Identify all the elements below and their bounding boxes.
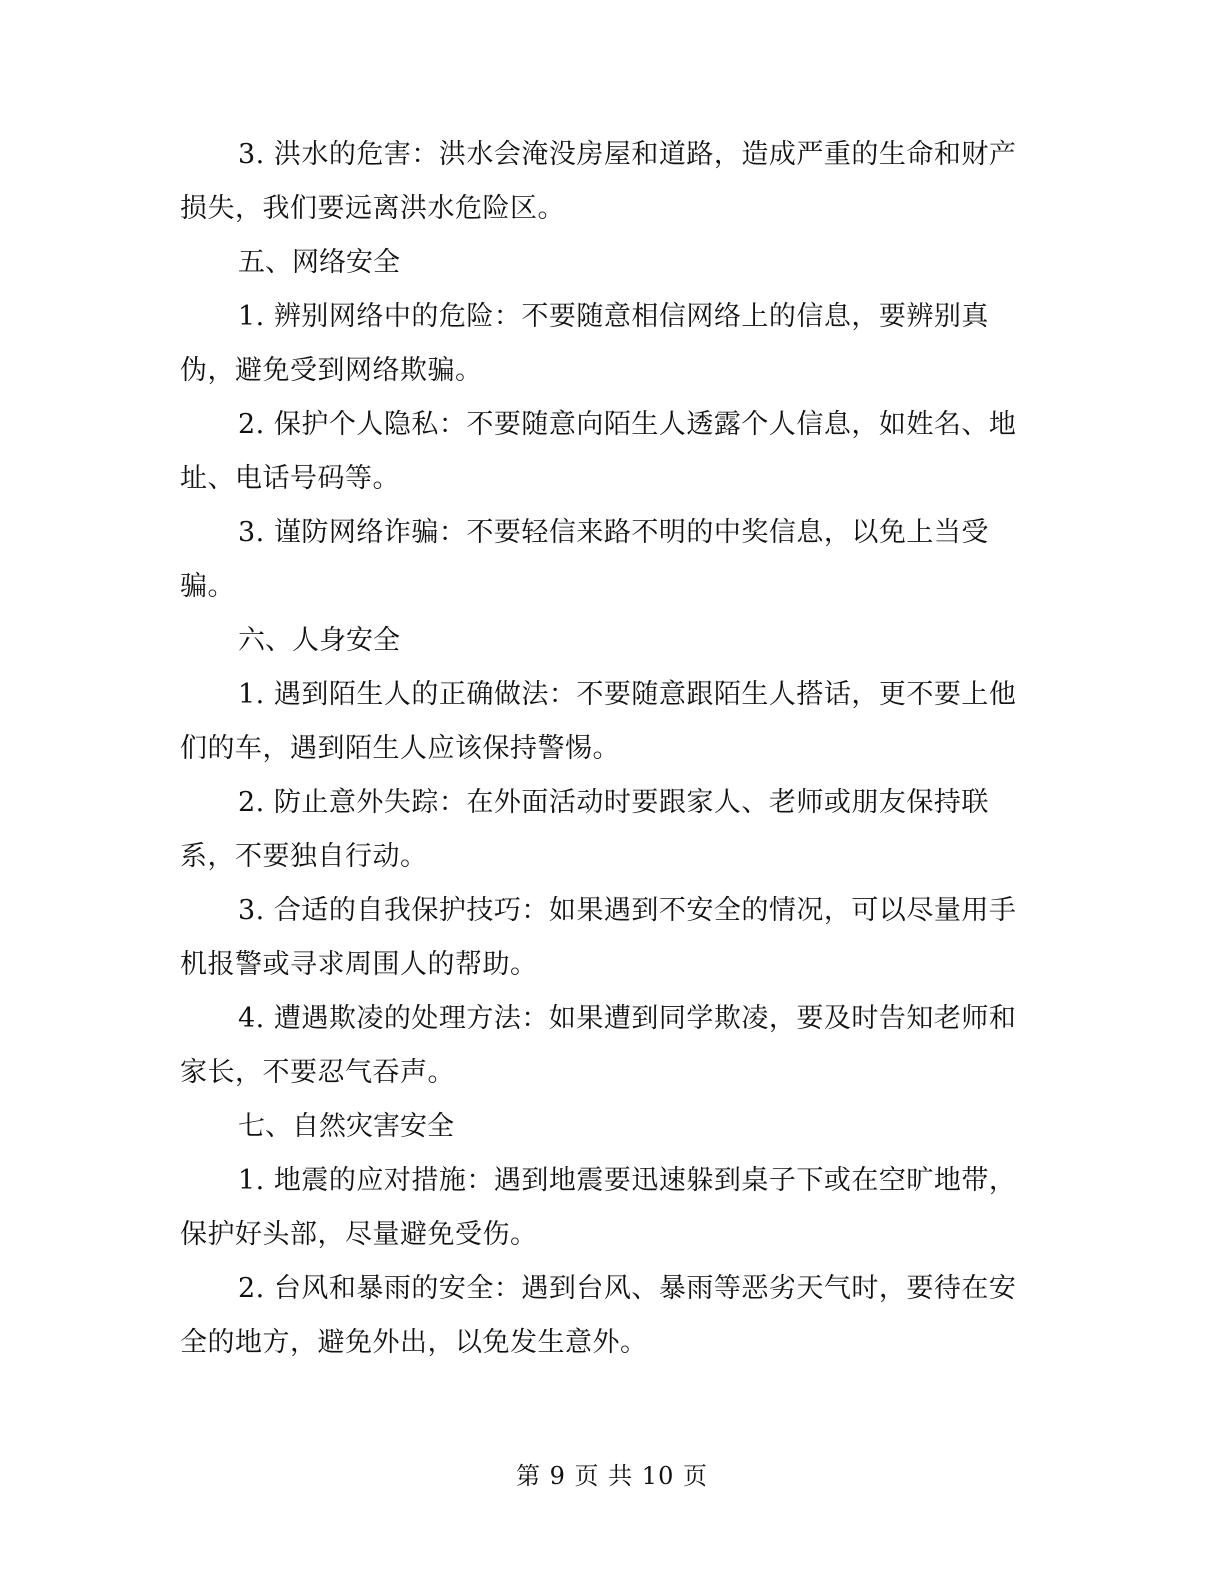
paragraph-identify-online-danger: 1. 辨别网络中的危险：不要随意相信网络上的信息，要辨别真伪，避免受到网络欺骗。 bbox=[180, 301, 989, 386]
document-body bbox=[180, 128, 1030, 1370]
paragraph-typhoon-rainstorm: 2. 台风和暴雨的安全：遇到台风、暴雨等恶劣天气时，要待在安全的地方，避免外出，以免发生意外。 bbox=[180, 1273, 1017, 1358]
paragraph-bullying: 4. 遭遇欺凌的处理方法：如果遭到同学欺凌，要及时告知老师和家长，不要忍气吞声。 bbox=[180, 1003, 1017, 1088]
section-heading-personal-safety: 六、人身安全 bbox=[238, 625, 400, 656]
paragraph-strangers: 1. 遇到陌生人的正确做法：不要随意跟陌生人搭话，更不要上他们的车，遇到陌生人应该保持警惕。 bbox=[180, 679, 1017, 764]
paragraph-beware-online-fraud: 3. 谨防网络诈骗：不要轻信来路不明的中奖信息，以免上当受骗。 bbox=[180, 517, 989, 602]
section-heading-network-safety: 五、网络安全 bbox=[238, 247, 400, 278]
page-number-footer: 第 9 页 共 10 页 bbox=[516, 1462, 708, 1490]
paragraph-prevent-missing: 2. 防止意外失踪：在外面活动时要跟家人、老师或朋友保持联系，不要独自行动。 bbox=[180, 787, 989, 872]
section-heading-natural-disaster: 七、自然灾害安全 bbox=[238, 1111, 454, 1142]
paragraph-flood-hazard: 3. 洪水的危害：洪水会淹没房屋和道路，造成严重的生命和财产损失，我们要远离洪水危险区。 bbox=[180, 139, 1017, 224]
paragraph-earthquake: 1. 地震的应对措施：遇到地震要迅速躲到桌子下或在空旷地带，保护好头部，尽量避免受伤。 bbox=[180, 1165, 1017, 1250]
paragraph-self-protection: 3. 合适的自我保护技巧：如果遇到不安全的情况，可以尽量用手机报警或寻求周围人的帮助。 bbox=[180, 895, 1017, 980]
paragraph-protect-privacy: 2. 保护个人隐私：不要随意向陌生人透露个人信息，如姓名、地址、电话号码等。 bbox=[180, 409, 1017, 494]
